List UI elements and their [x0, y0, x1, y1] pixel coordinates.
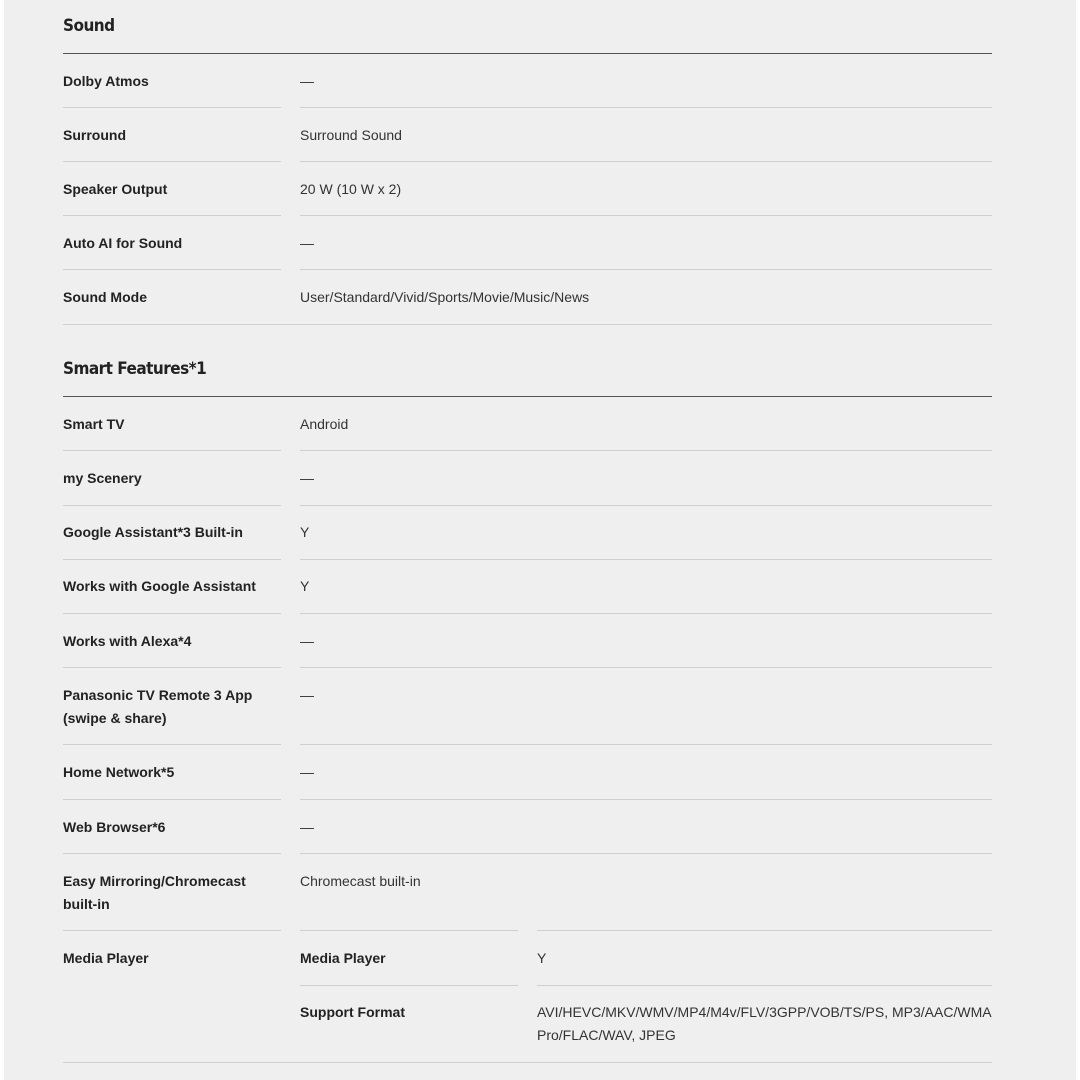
- spec-sub-label: Support Format: [300, 1004, 405, 1020]
- spec-label: Google Assistant*3 Built-in: [63, 524, 243, 540]
- spec-value: —: [300, 764, 314, 780]
- section-divider: [63, 396, 992, 397]
- spec-label: Web Browser*6: [63, 819, 166, 835]
- section-title-smart-features: Smart Features*1: [63, 359, 207, 379]
- spec-sub-value: Y: [537, 950, 547, 966]
- row-divider: [63, 505, 281, 506]
- spec-label: Speaker Output: [63, 181, 168, 197]
- section-title-sound: Sound: [63, 16, 115, 36]
- row-divider: [300, 799, 992, 800]
- row-divider: [63, 269, 281, 270]
- row-divider: [63, 559, 281, 560]
- spec-label: Media Player: [63, 950, 149, 966]
- spec-value: —: [300, 73, 314, 89]
- spec-label: Smart TV: [63, 416, 125, 432]
- spec-label: Dolby Atmos: [63, 73, 149, 89]
- spec-label: Panasonic TV Remote 3 App (swipe & share): [63, 687, 253, 726]
- spec-sub-label: Media Player: [300, 950, 386, 966]
- spec-label: Auto AI for Sound: [63, 235, 183, 251]
- row-divider: [300, 853, 992, 854]
- row-divider: [63, 161, 281, 162]
- spec-value: —: [300, 687, 314, 703]
- row-divider: [63, 450, 281, 451]
- row-divider: [63, 324, 992, 325]
- row-divider: [63, 613, 281, 614]
- spec-label: Home Network*5: [63, 764, 175, 780]
- spec-label: my Scenery: [63, 470, 142, 486]
- row-divider: [300, 985, 518, 986]
- spec-value: —: [300, 470, 314, 486]
- spec-label: Sound Mode: [63, 289, 147, 305]
- spec-value: 20 W (10 W x 2): [300, 181, 402, 197]
- row-divider: [300, 107, 992, 108]
- spec-value: User/Standard/Vivid/Sports/Movie/Music/News: [300, 289, 590, 305]
- row-divider: [300, 559, 992, 560]
- row-divider: [537, 930, 992, 931]
- spec-label: Surround: [63, 127, 126, 143]
- row-divider: [300, 161, 992, 162]
- row-divider: [63, 744, 281, 745]
- row-divider: [63, 215, 281, 216]
- spec-value: —: [300, 235, 314, 251]
- row-divider: [63, 853, 281, 854]
- row-divider: [300, 930, 518, 931]
- row-divider: [63, 930, 281, 931]
- spec-value: Surround Sound: [300, 127, 402, 143]
- row-divider: [63, 107, 281, 108]
- row-divider: [300, 450, 992, 451]
- spec-value: —: [300, 633, 314, 649]
- row-divider: [63, 1062, 992, 1063]
- spec-value: Chromecast built-in: [300, 873, 421, 889]
- row-divider: [537, 985, 992, 986]
- row-divider: [300, 744, 992, 745]
- row-divider: [63, 799, 281, 800]
- row-divider: [300, 215, 992, 216]
- row-divider: [300, 505, 992, 506]
- spec-label: Works with Google Assistant: [63, 578, 256, 594]
- spec-value: Android: [300, 416, 349, 432]
- spec-value: Y: [300, 578, 310, 594]
- spec-value: Y: [300, 524, 310, 540]
- row-divider: [300, 613, 992, 614]
- spec-label: Easy Mirroring/Chromecast built-in: [63, 873, 246, 912]
- spec-label: Works with Alexa*4: [63, 633, 192, 649]
- row-divider: [300, 269, 992, 270]
- spec-value: —: [300, 819, 314, 835]
- row-divider: [63, 667, 281, 668]
- section-divider: [63, 53, 992, 54]
- spec-page: [4, 0, 1076, 1080]
- row-divider: [300, 667, 992, 668]
- spec-sub-value: AVI/HEVC/MKV/WMV/MP4/M4v/FLV/3GPP/VOB/TS/PS, MP3/AAC/WMA Pro/FLAC/WAV, JPEG: [537, 1004, 991, 1043]
